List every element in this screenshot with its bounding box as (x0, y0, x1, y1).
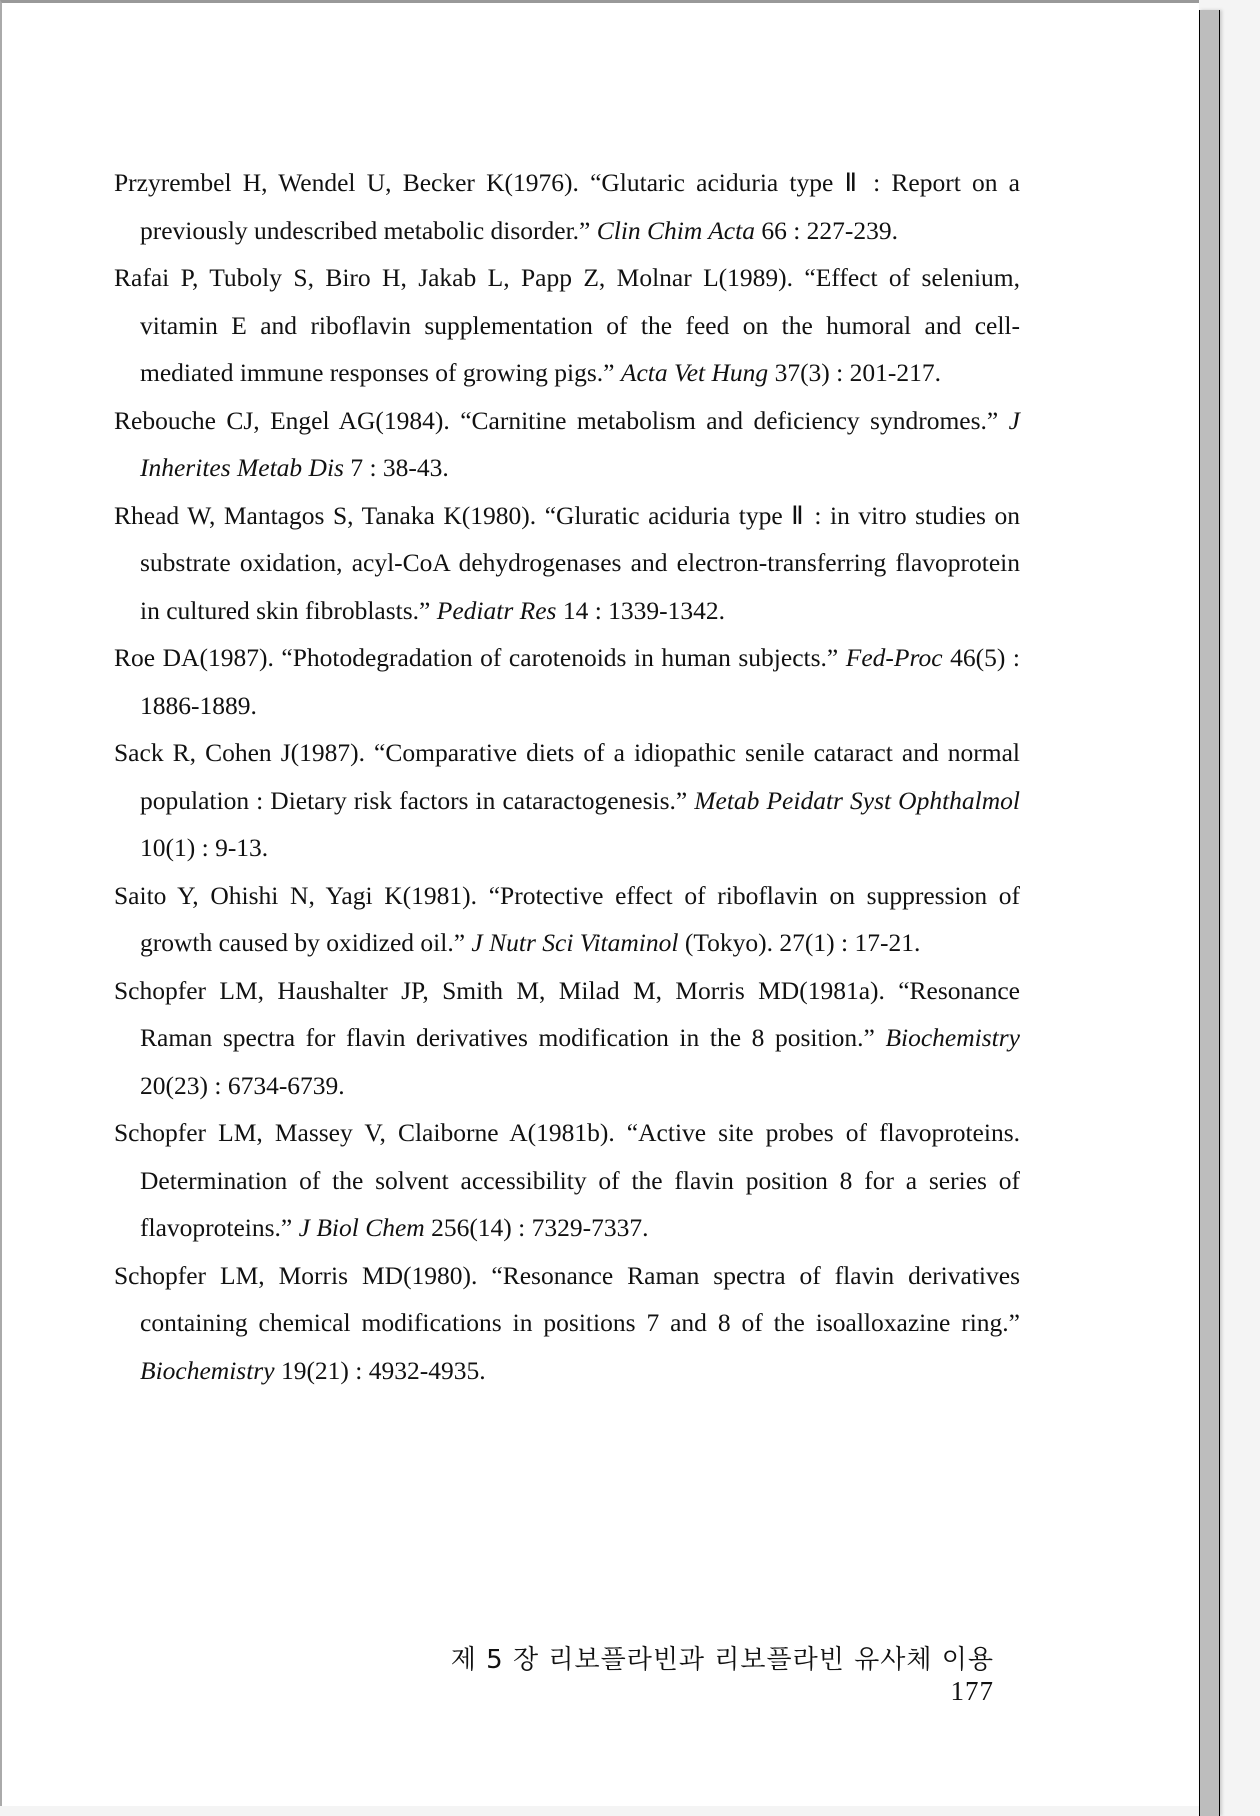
running-footer (422, 1639, 994, 1707)
reference-text: Rebouche CJ, Engel AG(1984). “Carnitine metabolism and deficiency syndromes.” (114, 405, 1009, 435)
reference-citation: 256(14) : 7329-7337. (424, 1213, 649, 1242)
reference-text: Schopfer LM, Haushalter JP, Smith M, Milad M, Morris MD(1981a). “Resonance Raman spectra for flavin derivatives modification in the 8 position.” (114, 975, 1020, 1052)
page-number: 177 (950, 1676, 994, 1706)
journal-name: J Inherites Metab Dis (140, 405, 1020, 482)
reference-text: Rafai P, Tuboly S, Biro H, Jakab L, Papp Z, Molnar L(1989). “Effect of selenium, vitamin E and riboflavin supplementation of the feed on the humoral and cell-mediated immune responses of growing pigs.” (114, 263, 1020, 387)
reference-entry (114, 634, 1020, 729)
reference-text: Schopfer LM, Massey V, Claiborne A(1981b). “Active site probes of flavoproteins. Determination of the solvent accessibility of the flavin position 8 for a series of flavoproteins.” (114, 1118, 1020, 1242)
reference-citation: (Tokyo). 27(1) : 17-21. (678, 928, 921, 957)
reference-entry (114, 492, 1020, 635)
reference-citation: 20(23) : 6734-6739. (140, 1070, 345, 1100)
journal-name: Fed-Proc (845, 643, 943, 672)
reference-entry (114, 872, 1020, 967)
reference-list (114, 159, 1020, 1394)
reference-text: Roe DA(1987). “Photodegradation of carotenoids in human subjects.” (114, 643, 846, 672)
reference-citation: 19(21) : 4932-4935. (274, 1355, 486, 1385)
reference-entry (114, 729, 1020, 872)
reference-entry (114, 1252, 1020, 1395)
journal-name: Clin Chim Acta (596, 215, 755, 245)
reference-citation: 10(1) : 9-13. (140, 833, 269, 862)
journal-name: J Biol Chem (298, 1213, 425, 1242)
reference-citation: 14 : 1339-1342. (556, 595, 726, 625)
journal-name: J Nutr Sci Vitaminol (471, 928, 679, 957)
journal-name: Metab Peidatr Syst Ophthalmol (694, 785, 1020, 815)
journal-name: Biochemistry (885, 1023, 1020, 1052)
page-edge (1199, 10, 1220, 1816)
reference-text: Przyrembel H, Wendel U, Becker K(1976). “Glutaric aciduria type Ⅱ : Report on a previously undescribed metabolic disorder.” (114, 168, 1020, 245)
reference-entry (114, 254, 1020, 397)
chapter-title: 제 5 장 리보플라빈과 리보플라빈 유사체 이용 (450, 1645, 994, 1675)
reference-text: Saito Y, Ohishi N, Yagi K(1981). “Protective effect of riboflavin on suppression of growth caused by oxidized oil.” (114, 880, 1020, 957)
journal-name: Acta Vet Hung (620, 358, 769, 387)
reference-text: Sack R, Cohen J(1987). “Comparative diets of a idiopathic senile cataract and normal population : Dietary risk factors in cataractogenesis.” (114, 738, 1020, 815)
journal-name: Biochemistry (140, 1355, 275, 1385)
reference-citation: 46(5) : 1886-1889. (140, 643, 1020, 720)
reference-entry (114, 967, 1020, 1110)
reference-text: Schopfer LM, Morris MD(1980). “Resonance Raman spectra of flavin derivatives containing chemical modifications in positions 7 and 8 of the isoalloxazine ring.” (114, 1260, 1020, 1337)
reference-entry (114, 397, 1020, 492)
reference-citation: 7 : 38-43. (343, 453, 449, 482)
journal-name: Pediatr Res (436, 595, 557, 625)
reference-entry (114, 159, 1020, 254)
reference-citation: 66 : 227-239. (754, 215, 899, 245)
reference-entry (114, 1109, 1020, 1252)
reference-citation: 37(3) : 201-217. (768, 358, 941, 387)
reference-text: Rhead W, Mantagos S, Tanaka K(1980). “Gluratic aciduria type Ⅱ : in vitro studies on substrate oxidation, acyl-CoA dehydrogenases and electron-transferring flavoprotein in cultured skin fibroblasts.” (114, 500, 1020, 625)
